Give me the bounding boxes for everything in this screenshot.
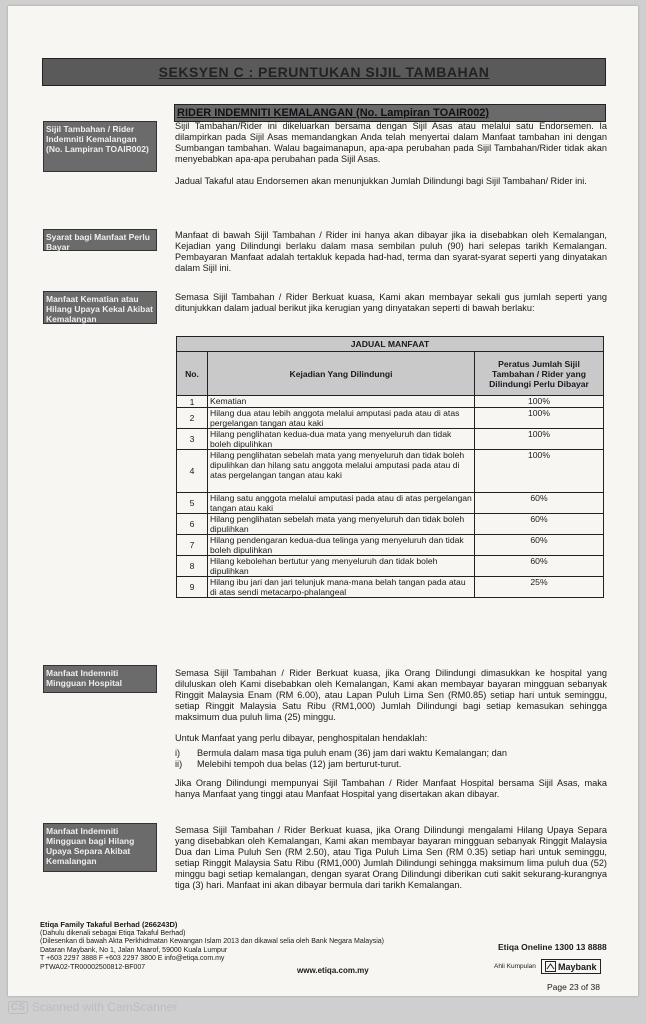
condition-list bbox=[175, 748, 607, 770]
row-event: Hilang dua atau lebih anggota melalui amputasi pada atau di atas pergelangan tangan atau kaki bbox=[208, 408, 475, 429]
row-event: Hilang penglihatan sebelah mata yang menyeluruh dan tidak boleh dipulihkan bbox=[208, 514, 475, 535]
footer-line: (Dilesenkan di bawah Akta Perkhidmatan Kewangan Islam 2013 dan dikawal selia oleh Bank Negara Malaysia) bbox=[40, 938, 384, 945]
maybank-logo bbox=[541, 959, 601, 974]
row-percent: 60% bbox=[475, 493, 604, 514]
table-row bbox=[177, 535, 604, 556]
row-percent: 100% bbox=[475, 429, 604, 450]
rider-title: RIDER INDEMNITI KEMALANGAN (No. Lampiran TOAIR002) bbox=[174, 104, 606, 122]
label-manfaat-kematian: Manfaat Kematian atau Hilang Upaya Kekal Akibat Kemalangan bbox=[43, 291, 157, 324]
row-percent: 60% bbox=[475, 535, 604, 556]
website-link[interactable]: www.etiqa.com.my bbox=[297, 966, 369, 975]
footer-line: (Dahulu dikenali sebagai Etiqa Takaful Berhad) bbox=[40, 929, 186, 937]
paragraph: Jadual Takaful atau Endorsemen akan menunjukkan Jumlah Dilindungi bagi Sijil Tambahan/ Rider ini. bbox=[175, 176, 587, 186]
paragraph: Untuk Manfaat yang perlu dibayar, penghospitalan hendaklah: bbox=[175, 733, 428, 743]
footer-line: Dataran Maybank, No 1, Jalan Maarof, 59000 Kuala Lumpur bbox=[40, 946, 228, 954]
section-title: SEKSYEN C : PERUNTUKAN SIJIL TAMBAHAN bbox=[158, 64, 490, 80]
text-manfaat-kematian bbox=[175, 292, 607, 314]
maybank-text: Maybank bbox=[558, 961, 597, 972]
footer-line: T +603 2297 3888 F +603 2297 3800 E info@etiqa.com.my bbox=[40, 955, 225, 962]
row-number: 9 bbox=[177, 577, 208, 598]
row-event: Kematian bbox=[208, 396, 475, 408]
row-event: Hilang satu anggota melalui amputasi pada atau di atas pergelangan tangan atau kaki bbox=[208, 493, 475, 514]
row-number: 1 bbox=[177, 396, 208, 408]
paragraph: Semasa Sijil Tambahan / Rider Berkuat kuasa, Kami akan membayar sekali gus jumlah seperti yang ditunjukkan dalam jadual berikut jika kerugian yang dinyatakan seperti di bawah berlaku: bbox=[175, 292, 607, 313]
row-percent: 60% bbox=[475, 514, 604, 535]
paragraph: Jika Orang Dilindungi mempunyai Sijil Tambahan / Rider Manfaat Hospital bersama Sijil Asas, maka hanya Manfaat yang tinggi atau Manfaat Hospital yang disertakan akan dibayar. bbox=[175, 778, 607, 799]
table-caption: JADUAL MANFAAT bbox=[177, 337, 604, 352]
row-percent: 100% bbox=[475, 450, 604, 493]
row-number: 2 bbox=[177, 408, 208, 429]
section-banner bbox=[42, 58, 606, 86]
table-row bbox=[177, 408, 604, 429]
table-row bbox=[177, 514, 604, 535]
row-number: 4 bbox=[177, 450, 208, 493]
col-header-pct: Peratus Jumlah Sijil Tambahan / Rider yang Dilindungi Perlu Dibayar bbox=[475, 352, 604, 396]
benefit-table bbox=[176, 336, 604, 598]
company-name: Etiqa Family Takaful Berhad (266243D) bbox=[40, 920, 178, 929]
table-row bbox=[177, 450, 604, 493]
row-percent: 100% bbox=[475, 396, 604, 408]
label-hilang-upaya-separa: Manfaat Indemniti Mingguan bagi Hilang Upaya Separa Akibat Kemalangan bbox=[43, 823, 157, 872]
row-percent: 60% bbox=[475, 556, 604, 577]
table-row bbox=[177, 429, 604, 450]
row-event: Hilang pendengaran kedua-dua telinga yang menyeluruh dan tidak boleh dipulihkan bbox=[208, 535, 475, 556]
camscanner-watermark bbox=[8, 1000, 177, 1014]
table-row bbox=[177, 493, 604, 514]
col-header-event: Kejadian Yang Dilindungi bbox=[208, 352, 475, 396]
row-event: Hilang penglihatan kedua-dua mata yang menyeluruh dan tidak boleh dipulihkan bbox=[208, 429, 475, 450]
maybank-tiger-icon bbox=[545, 961, 556, 972]
page-number: Page 23 of 38 bbox=[547, 982, 600, 992]
row-percent: 25% bbox=[475, 577, 604, 598]
label-syarat-manfaat: Syarat bagi Manfaat Perlu Bayar bbox=[43, 229, 157, 251]
label-sijil-tambahan: Sijil Tambahan / Rider Indemniti Kemalangan (No. Lampiran TOAIR002) bbox=[43, 121, 157, 172]
row-percent: 100% bbox=[475, 408, 604, 429]
table-row bbox=[177, 396, 604, 408]
text-syarat-manfaat bbox=[175, 230, 607, 274]
row-number: 3 bbox=[177, 429, 208, 450]
list-item: i) Bermula dalam masa tiga puluh enam (36) jam dari waktu Kemalangan; dan bbox=[175, 748, 507, 758]
paragraph: Sijil Tambahan/Rider ini dikeluarkan bersama dengan Sijil Asas atau melalui satu Endorsemen. Ia dilampirkan pada Sijil Asas memandangkan Anda telah menyertai dalam Manfaat tambahan ini dengan Sumbangan tambahan. Walau bagaimanapun, apa-apa perubahan pada Sijil Tambahan/Rider tidak akan menyebabkan apa-apa perubahan pada Sijil Asas. bbox=[175, 121, 607, 164]
row-event: Hilang kebolehan bertutur yang menyeluruh dan tidak boleh dipulihkan bbox=[208, 556, 475, 577]
text-hilang-upaya-separa bbox=[175, 825, 607, 891]
footer-line: PTWA02-TR00002500812-BF007 bbox=[40, 963, 146, 971]
footer-company-info bbox=[40, 921, 384, 972]
row-number: 8 bbox=[177, 556, 208, 577]
row-event: Hilang penglihatan sebelah mata yang menyeluruh dan tidak boleh dipulihkan dan hilang satu anggota melalui amputasi pada atau di atas pergelangan tangan atau kaki bbox=[208, 450, 475, 493]
label-indemniti-hospital: Manfaat Indemniti Mingguan Hospital bbox=[43, 665, 157, 693]
camscanner-icon: CS bbox=[8, 1001, 28, 1014]
paragraph: Semasa Sijil Tambahan / Rider Berkuat kuasa, jika Orang Dilindungi mengalami Hilang Upaya Separa yang disebabkan oleh Kemalangan, Kami akan membayar bayaran mingguan sebanyak Ringgit Malaysia Dua dan Lima Puluh Sen (RM 2.50), atau Tiga Puluh Lima Sen (RM 0.35) setiap hari untuk seminggu, setiap Ringgit Malaysia Satu Ribu (RM1,000) Jumlah Dilindungi sehingga maksimum lima puluh dua (52) minggu bagi setiap kemalangan, dengan syarat Orang Dilindungi diberikan cuti sakit sekurang-kurangnya tiga (3) hari. Manfaat ini akan dibayar bermula dari tarikh Kemalangan. bbox=[175, 825, 607, 890]
row-event: Hilang ibu jari dan jari telunjuk mana-mana belah tangan pada atau di atas sendi metacarpo-phalangeal bbox=[208, 577, 475, 598]
paragraph: Semasa Sijil Tambahan / Rider Berkuat kuasa, jika Orang Dilindungi dimasukkan ke hospital yang diluluskan oleh Kami disebabkan oleh Kemalangan, Kami akan membayar bayaran mingguan sebanyak Ringgit Malaysia Enam (RM 6.00), atau Lapan Puluh Lima Sen (RM0.85) setiap hari untuk seminggu, setiap Ringgit Malaysia Satu Ribu (RM1,000) Jumlah Dilindungi bagi setiap kemasukan sehingga maksimum dua puluh lima (25) minggu. bbox=[175, 668, 607, 722]
row-number: 5 bbox=[177, 493, 208, 514]
text-indemniti-hospital bbox=[175, 668, 607, 800]
row-number: 7 bbox=[177, 535, 208, 556]
hotline: Etiqa Oneline 1300 13 8888 bbox=[498, 942, 607, 952]
text-sijil-tambahan bbox=[175, 121, 607, 187]
member-label: Ahli Kumpulan bbox=[494, 963, 536, 970]
watermark-text: Scanned with CamScanner bbox=[31, 1000, 178, 1014]
list-item: ii) Melebihi tempoh dua belas (12) jam berturut-turut. bbox=[175, 759, 402, 769]
col-header-no: No. bbox=[177, 352, 208, 396]
row-number: 6 bbox=[177, 514, 208, 535]
paragraph: Manfaat di bawah Sijil Tambahan / Rider ini hanya akan dibayar jika ia disebabkan oleh Kemalangan, Kejadian yang Dilindungi berlaku dalam masa sembilan puluh (90) hari selepas tarikh Kemalangan. Pembayaran Manfaat adalah tertakluk kepada had-had, terma dan syarat-syarat seperti yang dinyatakan dalam Sijil ini. bbox=[175, 230, 607, 273]
table-row bbox=[177, 577, 604, 598]
table-row bbox=[177, 556, 604, 577]
